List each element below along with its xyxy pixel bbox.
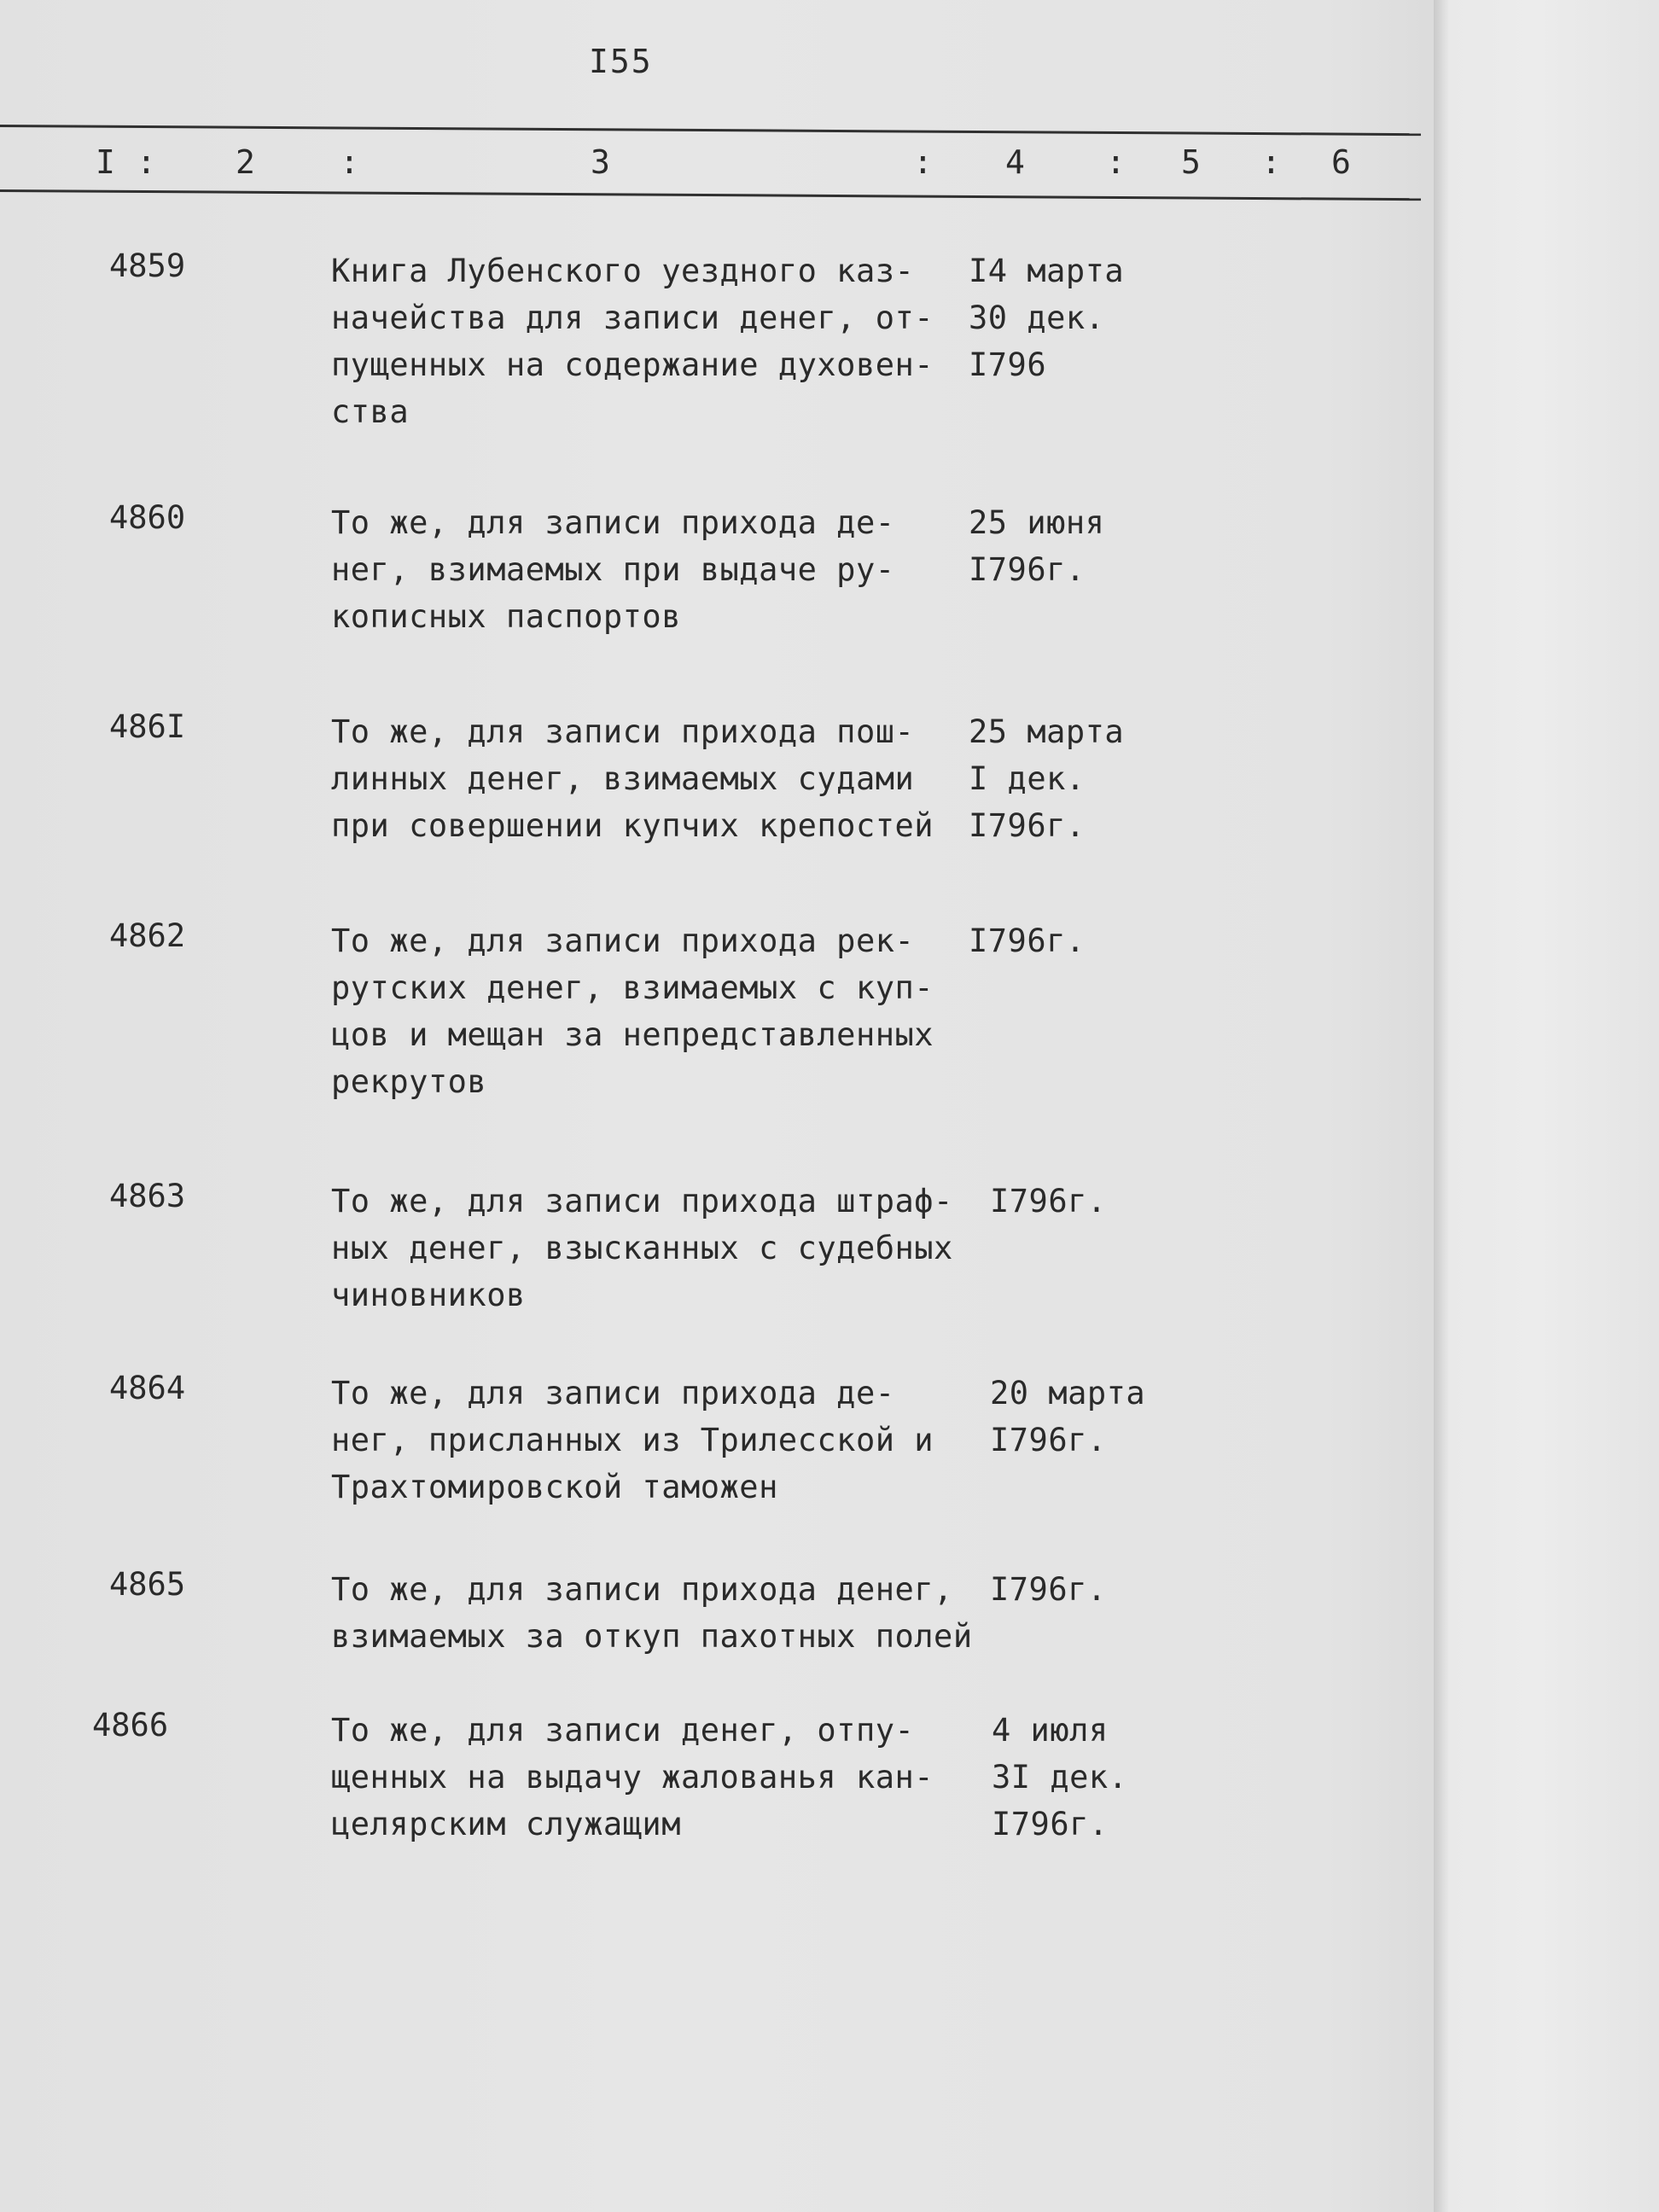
column-separator: : [1261,143,1281,181]
entry-date [969,247,1124,388]
date-line: 25 июня [969,504,1105,541]
entry-number: 486I [109,708,186,745]
column-separator: : [913,143,933,181]
date-line: 20 марта [990,1375,1146,1412]
entry-number: 4862 [109,917,186,954]
date-line: I796г. [990,1422,1107,1458]
entry-date [990,1566,1107,1613]
entry-date [992,1707,1127,1848]
description-line: нег, взимаемых при выдаче ру- [331,551,895,588]
description-line: То же, для записи прихода пош- [331,713,915,750]
entry-date [990,1370,1145,1464]
description-line: То же, для записи прихода де- [331,504,895,541]
date-line: I796г. [992,1806,1109,1842]
description-line: при совершении купчих крепостей [331,807,934,844]
description-line: То же, для записи денег, отпу- [331,1712,915,1749]
entry-description [331,1566,980,1660]
date-line: I дек. [969,760,1086,797]
description-line: кописных паспортов [331,598,681,635]
date-line: I796г. [969,551,1086,588]
column-header-2: 2 [236,143,255,181]
column-separator: : [137,143,156,181]
description-line: То же, для записи прихода денег, [331,1571,953,1608]
date-line: 30 дек. [969,300,1105,336]
description-line: чиновников [331,1277,526,1313]
entry-description [331,247,980,435]
entry-date [969,708,1124,849]
date-line: 25 марта [969,713,1125,750]
entry-number: 4865 [109,1566,186,1603]
entry-date [969,499,1104,593]
description-line: цов и мещан за непредставленных [331,1016,934,1053]
date-line: 4 июля [992,1712,1109,1749]
entry-description [331,499,980,640]
entry-number: 4863 [109,1178,186,1214]
description-line: Книга Лубенского уездного каз- [331,253,915,289]
date-line: I796г. [990,1183,1107,1220]
column-header-4: 4 [1005,143,1025,181]
entry-description [331,917,980,1105]
description-line: щенных на выдачу жалованья кан- [331,1759,934,1796]
description-line: ства [331,393,410,430]
column-header-3: 3 [591,143,610,181]
description-line: Трахтомировской таможен [331,1469,778,1505]
header-rule-top [0,125,1421,136]
entry-description [331,708,980,849]
description-line: рутских денег, взимаемых с куп- [331,969,934,1006]
description-line: линных денег, взимаемых судами [331,760,915,797]
entry-date [990,1178,1107,1225]
description-line: взимаемых за откуп пахотных полей [331,1618,973,1655]
description-line: начейства для записи денег, от- [331,300,934,336]
column-header-1: I [96,143,115,181]
date-line: I796г. [990,1571,1107,1608]
entry-number: 4860 [109,499,186,536]
date-line: I796г. [969,923,1086,959]
date-line: I796 [969,346,1047,383]
description-line: нег, присланных из Трилесской и [331,1422,934,1458]
description-line: То же, для записи прихода де- [331,1375,895,1412]
column-header-5: 5 [1181,143,1201,181]
date-line: 3I дек. [992,1759,1128,1796]
description-line: То же, для записи прихода штраф- [331,1183,953,1220]
description-line: рекрутов [331,1063,487,1100]
column-separator: : [340,143,359,181]
description-line: ных денег, взысканных с судебных [331,1230,953,1266]
entry-number: 4864 [109,1370,186,1406]
entry-date [969,917,1086,964]
date-line: I796г. [969,807,1086,844]
page-edge-shadow [1434,0,1659,2212]
date-line: I4 марта [969,253,1125,289]
description-line: То же, для записи прихода рек- [331,923,915,959]
entry-description [331,1370,980,1511]
entry-number: 4859 [109,247,186,284]
column-header-6: 6 [1331,143,1351,181]
header-rule-bottom [0,189,1421,201]
entry-description [331,1178,980,1318]
description-line: пущенных на содержание духовен- [331,346,934,383]
column-separator: : [1106,143,1126,181]
entry-description [331,1707,980,1848]
entry-number: 4866 [92,1707,169,1743]
description-line: целярским служащим [331,1806,681,1842]
page-number: I55 [589,43,653,80]
